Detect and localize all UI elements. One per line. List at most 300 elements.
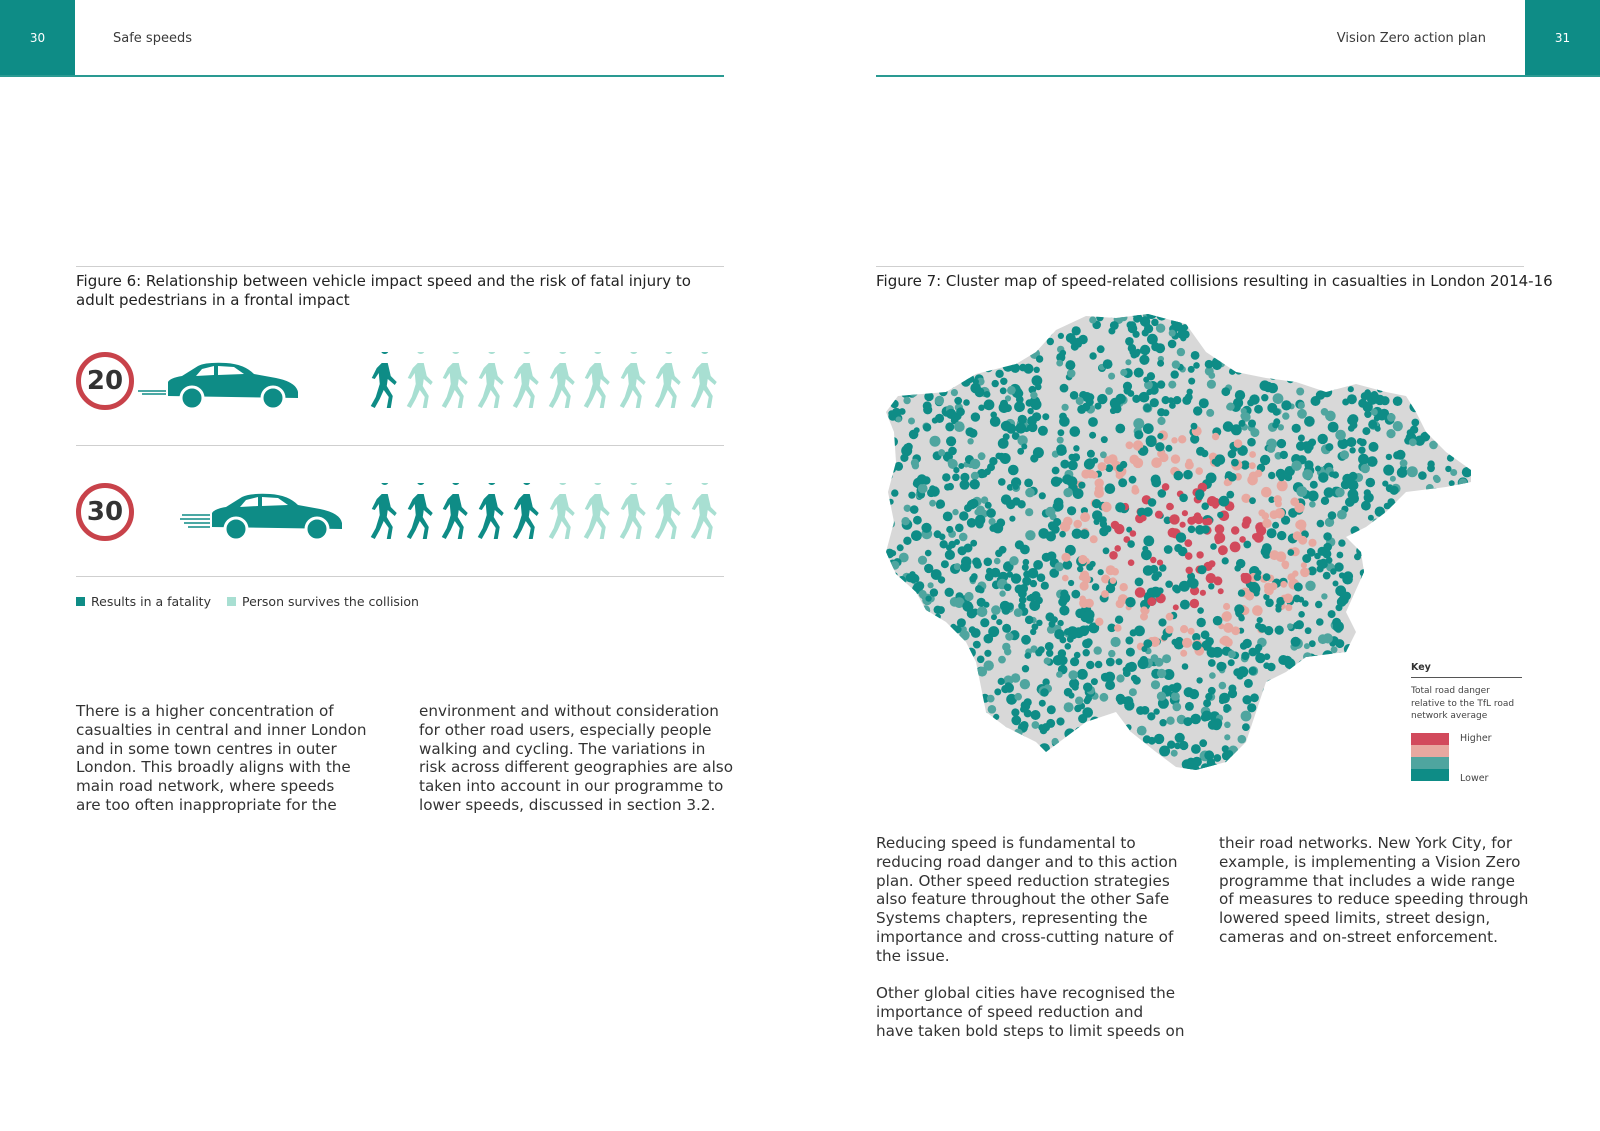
cluster-dot bbox=[1100, 693, 1109, 702]
cluster-dot bbox=[970, 679, 978, 687]
cluster-dot bbox=[946, 409, 956, 419]
cluster-dot bbox=[1157, 433, 1163, 439]
cluster-dot bbox=[1347, 749, 1356, 758]
cluster-dot bbox=[1317, 520, 1325, 528]
cluster-dot bbox=[945, 768, 954, 777]
cluster-dot bbox=[1032, 329, 1043, 340]
cluster-dot bbox=[1250, 693, 1259, 702]
cluster-dot bbox=[1309, 501, 1316, 508]
cluster-dot bbox=[1313, 655, 1320, 662]
cluster-dot bbox=[1195, 467, 1203, 475]
cluster-dot bbox=[1140, 768, 1148, 776]
cluster-dot bbox=[1015, 540, 1024, 549]
cluster-dot bbox=[1337, 552, 1344, 559]
cluster-dot bbox=[898, 576, 906, 584]
cluster-dot bbox=[886, 706, 891, 715]
cluster-dot bbox=[986, 327, 994, 335]
cluster-dot bbox=[1111, 568, 1119, 576]
cluster-dot bbox=[1278, 327, 1284, 333]
cluster-dot bbox=[1386, 629, 1395, 638]
cluster-dot bbox=[1021, 773, 1030, 782]
cluster-dot bbox=[1331, 662, 1338, 669]
cluster-dot bbox=[1210, 343, 1218, 351]
cluster-dot bbox=[1261, 355, 1269, 363]
cluster-dot bbox=[1450, 340, 1458, 348]
cluster-dot bbox=[936, 499, 945, 508]
cluster-dot bbox=[890, 626, 896, 632]
cluster-dot bbox=[1302, 600, 1309, 607]
cluster-dot bbox=[1197, 607, 1204, 614]
cluster-dot bbox=[1234, 439, 1243, 448]
cluster-dot bbox=[1262, 519, 1271, 528]
cluster-dot bbox=[1401, 375, 1411, 385]
cluster-dot bbox=[916, 648, 924, 656]
cluster-dot bbox=[926, 596, 932, 602]
cluster-dot bbox=[1239, 536, 1246, 543]
cluster-dot bbox=[1088, 764, 1094, 770]
cluster-dot bbox=[957, 323, 965, 331]
cluster-dot bbox=[907, 367, 916, 376]
cluster-dot bbox=[1257, 315, 1267, 325]
cluster-dot bbox=[910, 597, 917, 604]
cluster-dot bbox=[1205, 637, 1214, 646]
cluster-dot bbox=[1165, 445, 1172, 452]
cluster-dot bbox=[1422, 337, 1432, 347]
cluster-dot bbox=[1343, 655, 1353, 665]
cluster-dot bbox=[1005, 633, 1013, 641]
cluster-dot bbox=[1303, 763, 1310, 770]
cluster-dot bbox=[948, 382, 955, 389]
cluster-dot bbox=[1193, 362, 1200, 369]
cluster-dot bbox=[985, 335, 993, 343]
cluster-dot bbox=[1391, 378, 1402, 389]
cluster-dot bbox=[1155, 511, 1163, 519]
cluster-dot bbox=[1411, 419, 1419, 427]
cluster-dot bbox=[1147, 334, 1158, 345]
cluster-dot bbox=[1345, 497, 1355, 507]
cluster-dot bbox=[1344, 373, 1353, 382]
cluster-dot bbox=[1329, 334, 1335, 340]
cluster-dot bbox=[1034, 367, 1040, 373]
cluster-dot bbox=[1060, 593, 1070, 603]
cluster-dot bbox=[1041, 582, 1049, 590]
cluster-dot bbox=[1120, 314, 1128, 322]
cluster-dot bbox=[1316, 390, 1325, 399]
cluster-dot bbox=[915, 735, 925, 745]
cluster-dot bbox=[1291, 461, 1301, 471]
cluster-dot bbox=[906, 628, 915, 637]
cluster-dot bbox=[1347, 312, 1358, 318]
cluster-dot bbox=[889, 437, 898, 446]
cluster-dot bbox=[1317, 731, 1323, 737]
cluster-dot bbox=[1291, 670, 1297, 676]
cluster-dot bbox=[1108, 373, 1115, 380]
cluster-dot bbox=[1172, 585, 1180, 593]
cluster-dot bbox=[1016, 320, 1027, 331]
cluster-dot bbox=[1018, 415, 1027, 424]
cluster-dot bbox=[1282, 412, 1289, 419]
cluster-dot bbox=[1449, 665, 1458, 674]
cluster-dot bbox=[1238, 735, 1247, 744]
cluster-dot bbox=[1375, 367, 1386, 378]
cluster-dot bbox=[1293, 531, 1302, 540]
cluster-dot bbox=[1032, 721, 1040, 729]
cluster-dot bbox=[1290, 333, 1301, 344]
cluster-dot bbox=[1299, 345, 1308, 354]
cluster-dot bbox=[943, 647, 953, 657]
cluster-dot bbox=[1311, 687, 1319, 695]
cluster-dot bbox=[1363, 744, 1370, 751]
cluster-dot bbox=[946, 436, 956, 446]
cluster-dot bbox=[1358, 538, 1368, 548]
cluster-dot bbox=[1418, 508, 1427, 517]
cluster-dot bbox=[1068, 580, 1074, 586]
cluster-dot bbox=[1413, 630, 1420, 637]
cluster-dot bbox=[1065, 643, 1072, 650]
cluster-dot bbox=[1263, 694, 1269, 700]
cluster-dot bbox=[1241, 711, 1252, 722]
cluster-dot bbox=[986, 508, 996, 518]
cluster-dot bbox=[886, 647, 890, 653]
cluster-dot bbox=[1445, 523, 1456, 534]
cluster-dot bbox=[1461, 345, 1471, 355]
cluster-dot bbox=[1452, 601, 1461, 610]
cluster-dot bbox=[954, 397, 962, 405]
cluster-dot bbox=[1062, 575, 1069, 582]
cluster-dot bbox=[1287, 690, 1297, 700]
cluster-dot bbox=[1361, 501, 1371, 511]
cluster-dot bbox=[1368, 343, 1379, 354]
cluster-dot bbox=[1472, 532, 1479, 539]
cluster-dot bbox=[1022, 665, 1029, 672]
cluster-dot bbox=[1348, 694, 1355, 701]
cluster-dot bbox=[1205, 693, 1212, 700]
cluster-dot bbox=[958, 463, 964, 469]
cluster-dot bbox=[1287, 368, 1296, 377]
cluster-dot bbox=[1285, 658, 1296, 669]
cluster-dot bbox=[998, 656, 1006, 664]
cluster-dot bbox=[1325, 348, 1336, 359]
cluster-dot bbox=[1304, 416, 1315, 427]
cluster-dot bbox=[1260, 717, 1271, 728]
cluster-dot bbox=[1133, 418, 1144, 429]
cluster-dot bbox=[1296, 320, 1303, 327]
cluster-dot bbox=[1250, 745, 1260, 755]
cluster-dot bbox=[1159, 719, 1166, 726]
cluster-dot bbox=[892, 742, 900, 750]
cluster-dot bbox=[1300, 722, 1308, 730]
cluster-dot bbox=[1226, 750, 1233, 757]
cluster-dot bbox=[1282, 730, 1289, 737]
cluster-dot bbox=[1476, 570, 1485, 579]
cluster-dot bbox=[934, 756, 943, 765]
cluster-dot bbox=[1349, 723, 1356, 730]
cluster-dot bbox=[1147, 712, 1155, 720]
cluster-dot bbox=[1476, 509, 1483, 516]
cluster-dot bbox=[937, 364, 945, 372]
left-page-number: 30 bbox=[0, 0, 75, 76]
cluster-dot bbox=[1139, 447, 1147, 455]
cluster-dot bbox=[903, 700, 913, 710]
cluster-dot bbox=[1433, 552, 1444, 563]
cluster-dot bbox=[1387, 413, 1396, 422]
cluster-dot bbox=[1291, 335, 1300, 344]
cluster-dot bbox=[1228, 659, 1235, 666]
cluster-dot bbox=[1039, 492, 1046, 499]
cluster-dot bbox=[1464, 380, 1473, 389]
cluster-dot bbox=[1030, 629, 1036, 635]
cluster-dot bbox=[1222, 342, 1228, 348]
cluster-dot bbox=[1166, 613, 1174, 621]
cluster-dot bbox=[921, 605, 930, 614]
cluster-dot bbox=[1147, 588, 1156, 597]
cluster-dot bbox=[1030, 454, 1038, 462]
cluster-dot bbox=[1025, 488, 1035, 498]
cluster-dot bbox=[1275, 508, 1285, 518]
cluster-dot bbox=[975, 515, 985, 525]
cluster-dot bbox=[1089, 352, 1096, 359]
cluster-dot bbox=[1151, 654, 1159, 662]
cluster-dot bbox=[1344, 759, 1354, 769]
cluster-dot bbox=[1263, 687, 1271, 695]
cluster-dot bbox=[891, 489, 898, 496]
cluster-dot bbox=[1333, 321, 1340, 328]
cluster-dot bbox=[933, 312, 941, 318]
cluster-dot bbox=[1067, 636, 1074, 643]
cluster-dot bbox=[1278, 335, 1286, 343]
cluster-dot bbox=[984, 391, 991, 398]
cluster-dot bbox=[1264, 653, 1271, 660]
cluster-dot bbox=[1171, 692, 1180, 701]
cluster-dot bbox=[1135, 587, 1146, 598]
cluster-dot bbox=[1219, 682, 1227, 690]
cluster-dot bbox=[1351, 526, 1360, 535]
cluster-dot bbox=[913, 677, 920, 684]
cluster-dot bbox=[940, 739, 947, 746]
cluster-dot bbox=[1404, 346, 1412, 354]
cluster-dot bbox=[1391, 534, 1400, 543]
cluster-dot bbox=[978, 335, 986, 343]
cluster-dot bbox=[1116, 744, 1125, 753]
cluster-dot bbox=[1005, 330, 1013, 338]
cluster-dot bbox=[1216, 766, 1226, 776]
cluster-dot bbox=[1305, 627, 1312, 634]
cluster-dot bbox=[1332, 380, 1340, 388]
cluster-dot bbox=[1388, 755, 1397, 764]
cluster-dot bbox=[1276, 312, 1283, 319]
cluster-dot bbox=[1402, 691, 1409, 698]
cluster-dot bbox=[1470, 387, 1480, 397]
cluster-dot bbox=[1063, 754, 1070, 761]
cluster-dot bbox=[1316, 344, 1323, 351]
cluster-dot bbox=[1361, 671, 1367, 677]
cluster-dot bbox=[890, 561, 899, 570]
cluster-dot bbox=[1190, 599, 1199, 608]
cluster-dot bbox=[1315, 466, 1321, 472]
cluster-dot bbox=[1141, 755, 1148, 762]
cluster-dot bbox=[1095, 746, 1105, 756]
cluster-dot bbox=[1402, 348, 1411, 357]
cluster-dot bbox=[1328, 316, 1336, 324]
cluster-dot bbox=[886, 434, 892, 440]
cluster-dot bbox=[1246, 341, 1257, 352]
cluster-dot bbox=[909, 388, 918, 397]
cluster-dot bbox=[1388, 636, 1397, 645]
cluster-dot bbox=[1157, 669, 1166, 678]
cluster-dot bbox=[1293, 312, 1303, 319]
cluster-dot bbox=[1381, 383, 1387, 389]
cluster-dot bbox=[1009, 733, 1020, 744]
cluster-dot bbox=[903, 363, 913, 373]
cluster-dot bbox=[1476, 425, 1486, 435]
cluster-dot bbox=[1372, 519, 1379, 526]
cluster-dot bbox=[1298, 731, 1305, 738]
cluster-dot bbox=[1287, 549, 1294, 556]
cluster-dot bbox=[1428, 521, 1435, 528]
cluster-dot bbox=[1298, 611, 1305, 618]
cluster-dot bbox=[1122, 734, 1132, 744]
cluster-dot bbox=[1221, 326, 1230, 335]
cluster-dot bbox=[996, 619, 1002, 625]
cluster-dot bbox=[1378, 677, 1385, 684]
cluster-dot bbox=[1191, 744, 1201, 754]
cluster-dot bbox=[924, 705, 932, 713]
cluster-dot bbox=[1185, 552, 1193, 560]
cluster-dot bbox=[1347, 753, 1356, 762]
cluster-dot bbox=[904, 505, 911, 512]
cluster-dot bbox=[1404, 558, 1411, 565]
cluster-dot bbox=[1355, 353, 1365, 363]
cluster-dot bbox=[915, 581, 924, 590]
cluster-dot bbox=[1418, 471, 1427, 480]
cluster-dot bbox=[1377, 532, 1387, 542]
cluster-dot bbox=[1344, 367, 1352, 375]
cluster-dot bbox=[1364, 756, 1371, 763]
cluster-dot bbox=[1017, 448, 1024, 455]
cluster-dot bbox=[1407, 564, 1414, 571]
cluster-dot bbox=[1252, 774, 1263, 785]
cluster-dot bbox=[1386, 429, 1395, 438]
cluster-dot bbox=[893, 624, 903, 634]
cluster-dot bbox=[926, 352, 936, 362]
cluster-dot bbox=[1441, 569, 1448, 576]
cluster-dot bbox=[1021, 738, 1031, 748]
cluster-dot bbox=[1213, 576, 1222, 585]
cluster-dot bbox=[1214, 460, 1221, 467]
cluster-dot bbox=[1129, 455, 1139, 465]
cluster-dot bbox=[1186, 775, 1192, 781]
cluster-dot bbox=[928, 775, 937, 784]
cluster-dot bbox=[913, 516, 922, 525]
cluster-dot bbox=[1360, 738, 1368, 746]
cluster-dot bbox=[1195, 489, 1204, 498]
cluster-dot bbox=[1184, 760, 1194, 770]
cluster-dot bbox=[1393, 451, 1401, 459]
pedestrian-row-20 bbox=[368, 352, 723, 410]
cluster-dot bbox=[1380, 577, 1390, 587]
cluster-dot bbox=[1011, 715, 1021, 725]
cluster-dot bbox=[1241, 652, 1249, 660]
cluster-dot bbox=[1377, 762, 1385, 770]
cluster-dot bbox=[981, 711, 988, 718]
cluster-dot bbox=[898, 336, 907, 345]
cluster-dot bbox=[1151, 319, 1158, 326]
cluster-dot bbox=[1333, 581, 1339, 587]
cluster-dot bbox=[942, 473, 950, 481]
cluster-dot bbox=[1205, 360, 1214, 369]
cluster-dot bbox=[1075, 727, 1086, 738]
cluster-dot bbox=[952, 509, 958, 515]
cluster-dot bbox=[1212, 647, 1223, 658]
cluster-dot bbox=[1369, 357, 1376, 364]
figure6-title: Figure 6: Relationship between vehicle impact speed and the risk of fatal injury to adult pedestrians in a frontal impact bbox=[76, 272, 691, 309]
cluster-dot bbox=[886, 454, 891, 463]
cluster-dot bbox=[1421, 622, 1431, 632]
cluster-dot bbox=[1078, 737, 1085, 744]
cluster-dot bbox=[1174, 471, 1184, 481]
cluster-dot bbox=[1374, 753, 1384, 763]
cluster-dot bbox=[1359, 608, 1370, 619]
cluster-dot bbox=[969, 429, 978, 438]
cluster-dot bbox=[1134, 368, 1144, 378]
cluster-dot bbox=[1314, 666, 1322, 674]
cluster-dot bbox=[1438, 493, 1445, 500]
cluster-dot bbox=[1337, 760, 1344, 767]
cluster-dot bbox=[1148, 775, 1155, 782]
cluster-dot bbox=[947, 329, 954, 336]
cluster-dot bbox=[1424, 536, 1435, 547]
cluster-dot bbox=[985, 345, 992, 352]
cluster-dot bbox=[1326, 372, 1334, 380]
cluster-dot bbox=[1171, 684, 1180, 693]
cluster-dot bbox=[1329, 762, 1337, 770]
cluster-dot bbox=[923, 657, 932, 666]
cluster-dot bbox=[1137, 726, 1147, 736]
cluster-dot bbox=[1473, 620, 1482, 629]
cluster-dot bbox=[1124, 742, 1132, 750]
cluster-dot bbox=[1385, 562, 1396, 573]
cluster-dot bbox=[1248, 757, 1258, 767]
cluster-dot bbox=[1166, 717, 1174, 725]
cluster-dot bbox=[1411, 521, 1419, 529]
cluster-dot bbox=[1466, 526, 1473, 533]
cluster-dot bbox=[1375, 507, 1385, 517]
cluster-dot bbox=[1077, 566, 1083, 572]
cluster-dot bbox=[1219, 698, 1225, 704]
cluster-dot bbox=[973, 693, 981, 701]
cluster-dot bbox=[1027, 322, 1037, 332]
cluster-dot bbox=[1097, 345, 1105, 353]
cluster-dot bbox=[949, 341, 957, 349]
cluster-dot bbox=[1038, 646, 1045, 653]
cluster-dot bbox=[1199, 739, 1207, 747]
cluster-dot bbox=[1025, 508, 1033, 516]
cluster-dot bbox=[1274, 495, 1282, 503]
cluster-dot bbox=[1297, 337, 1304, 344]
cluster-dot bbox=[1255, 623, 1262, 630]
cluster-dot bbox=[1005, 763, 1014, 772]
cluster-dot bbox=[1306, 443, 1314, 451]
cluster-dot bbox=[1257, 357, 1265, 365]
cluster-dot bbox=[1452, 371, 1459, 378]
cluster-dot bbox=[1059, 605, 1069, 615]
cluster-dot bbox=[1392, 737, 1402, 747]
cluster-dot bbox=[1466, 457, 1475, 466]
cluster-dot bbox=[1298, 660, 1306, 668]
cluster-dot bbox=[1234, 759, 1241, 766]
cluster-dot bbox=[1110, 577, 1117, 584]
cluster-dot bbox=[1445, 320, 1453, 328]
